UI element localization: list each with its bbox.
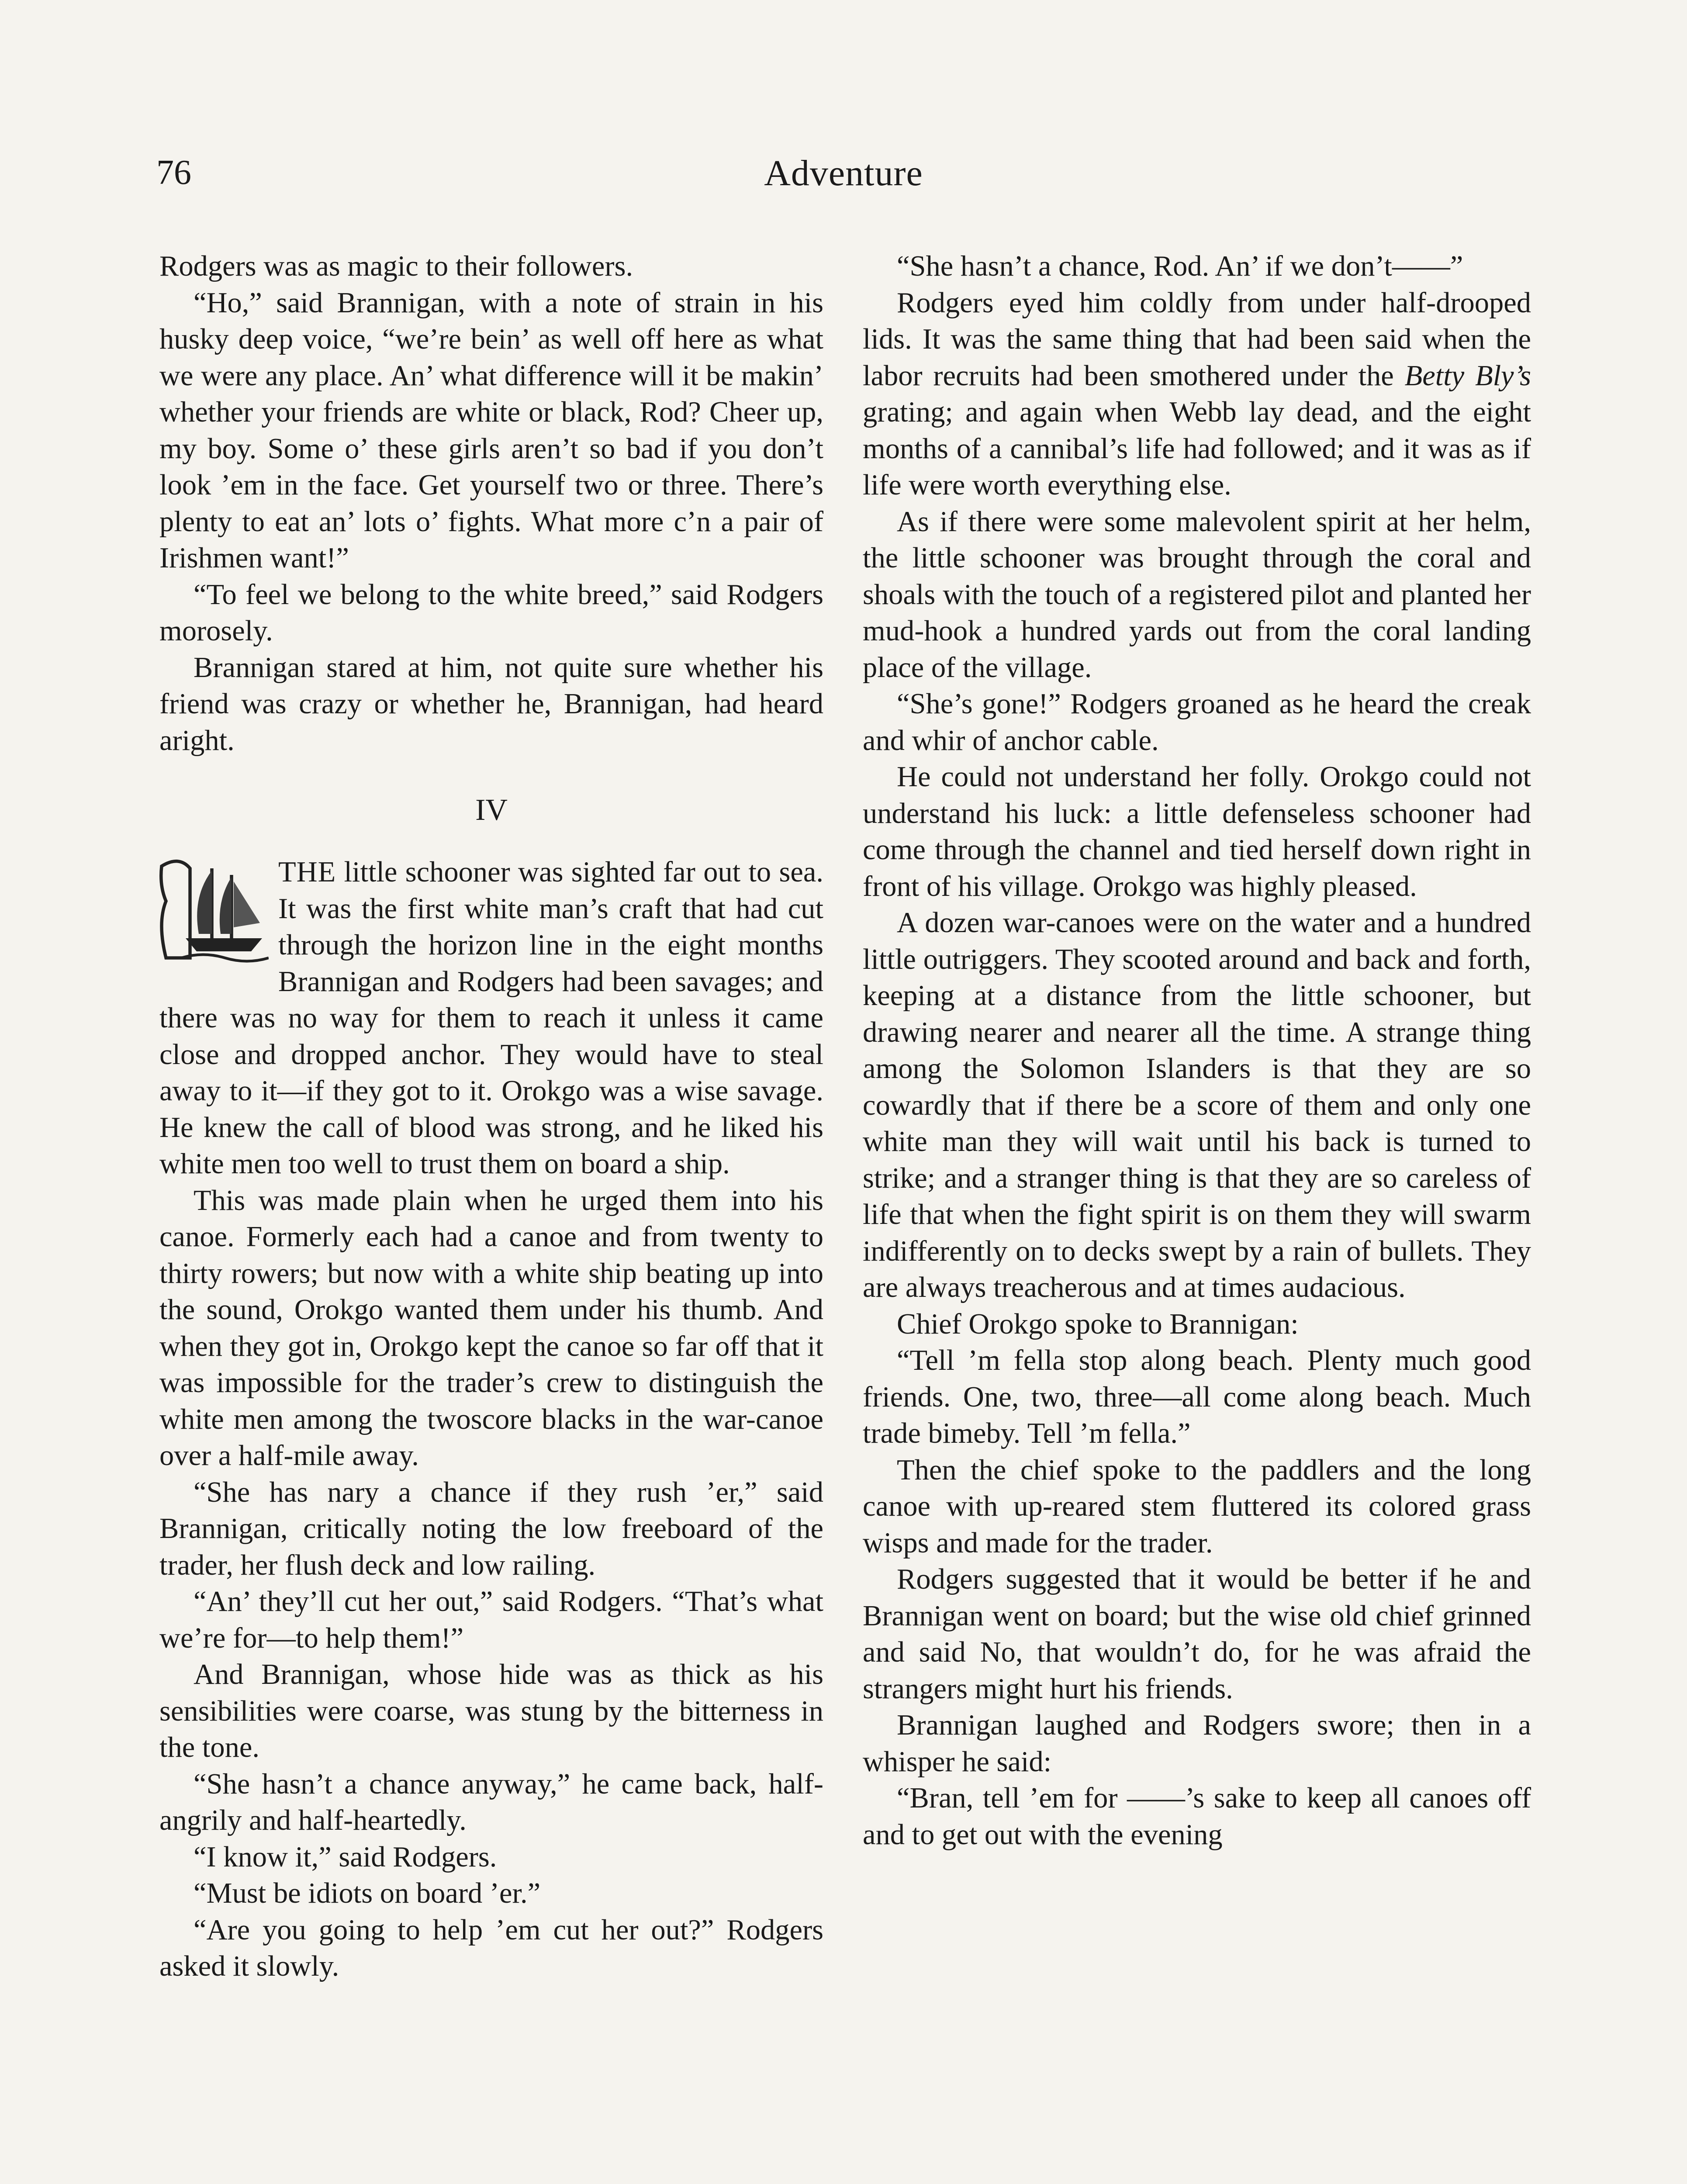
paragraph: He could not understand her folly. Orokgo could not understand his luck: a little defenseless schooner had come through the channel and tied herself down right in front of his village. Orokgo was highly pleased. [863,761,1531,902]
paragraph: “Bran, tell ’em for ——’s sake to keep all canoes off and to get out with the evening [863,1782,1531,1851]
dropcap-paragraph [159,854,823,1182]
page-number: 76 [156,153,191,192]
paragraph: As if there were some malevolent spirit at her helm, the little schooner was brought through the coral and shoals with the touch of a registered pilot and planted her mud-hook a hundred yards out from the coral landing place of the village. [863,505,1531,684]
paragraph: “Ho,” said Brannigan, with a note of strain in his husky deep voice, “we’re bein’ as well off here as what we were any place. An’ what difference will it be makin’ whether your friends are white or black, Rod? Cheer up, my boy. Some o’ these girls aren’t so bad if you don’t look ’em in the face. Get yourself two or three. There’s plenty to eat an’ lots o’ fights. What more c’n a pair of Irishmen want!” [159,287,823,574]
ship-name: Betty Bly’s [1404,359,1531,392]
paragraph: This was made plain when he urged them into his canoe. Formerly each had a canoe and from twenty to thirty rowers; but now with a white ship beating up into the sound, Orokgo wanted them under his thumb. And when they got in, Orokgo kept the canoe so far off that it was impossible for the trader’s crew to distinguish the white men among the twoscore blacks in the war-canoe over a half-mile away. [159,1184,823,1472]
paragraph [863,285,1531,504]
paragraph: And Brannigan, whose hide was as thick as his sensibilities were coarse, was stung by the bitterness in the tone. [159,1659,823,1763]
paragraph: “To feel we belong to the white breed,” said Rodgers morosely. [159,578,823,647]
paragraph: “I know it,” said Rodgers. [194,1841,497,1873]
paragraph: Brannigan stared at him, not quite sure whether his friend was crazy or whether he, Brannigan, had heard aright. [159,651,823,757]
running-head: Adventure [764,153,923,194]
paragraph: “She hasn’t a chance, Rod. An’ if we don’t——” [897,250,1463,282]
paragraph: “An’ they’ll cut her out,” said Rodgers. “That’s what we’re for—to help them!” [159,1586,823,1654]
paragraph: “Tell ’m fella stop along beach. Plenty much good friends. One, two, three—all come along beach. Much trade bimeby. Tell ’m fella.” [863,1344,1531,1449]
paragraph: “She’s gone!” Rodgers groaned as he heard the creak and whir of anchor cable. [863,688,1531,757]
left-column [159,248,823,2184]
paragraph: Then the chief spoke to the paddlers and the long canoe with up-reared stem fluttered its colored grass wisps and made for the trader. [863,1454,1531,1559]
right-column [863,248,1531,2184]
paragraph-text: Rodgers eyed him coldly from under half-drooped lids. It was the same thing that had been said when the labor recruits had been smothered under the [863,287,1531,392]
dropcap-first-word: THE [278,856,336,888]
paragraph: Brannigan laughed and Rodgers swore; then in a whisper he said: [863,1709,1531,1778]
dropcap-paragraph-text: little schooner was sighted far out to sea. It was the first white man’s craft that had cut through the horizon line in the eight months Brannigan and Rodgers had been savages; and there was no way for them to reach it unless it came close and dropped anchor. They would have to steal away to it—if they got to it. Orokgo was a wise savage. He knew the call of blood was strong, and he liked his white men too well to trust them on board a ship. [159,856,823,1180]
section-numeral: IV [475,793,508,827]
schooner-icon [159,857,269,967]
paragraph: Rodgers was as magic to their followers. [159,250,633,282]
paragraph-text-tail: grating; and again when Webb lay dead, and the eight months of a cannibal’s life had followed; and it was as if life were worth everything else. [863,396,1531,501]
paragraph: “She hasn’t a chance anyway,” he came back, half-angrily and half-heartedly. [159,1768,823,1836]
paragraph: Rodgers suggested that it would be better if he and Brannigan went on board; but the wise old chief grinned and said No, that wouldn’t do, for he was afraid the strangers might hurt his friends. [863,1563,1531,1705]
paragraph: “Are you going to help ’em cut her out?” Rodgers asked it slowly. [159,1914,823,1982]
paragraph: A dozen war-canoes were on the water and a hundred little outriggers. They scooted around and back and forth, keeping at a distance from the little schooner, but drawing nearer and nearer all the time. A strange thing among the Solomon Islanders is that they are so cowardly that if there be a score of them and only one white man they will wait until his back is turned to strike; and a stranger thing is that they are so careless of life that when the fight spirit is on them they will swarm indifferently on to decks swept by a rain of bullets. They are always treacherous and at times audacious. [863,907,1531,1303]
paragraph: “Must be idiots on board ’er.” [194,1877,541,1909]
paragraph: “She has nary a chance if they rush ’er,” said Brannigan, critically noting the low freeboard of the trader, her flush deck and low railing. [159,1476,823,1581]
paragraph: Chief Orokgo spoke to Brannigan: [897,1308,1299,1340]
